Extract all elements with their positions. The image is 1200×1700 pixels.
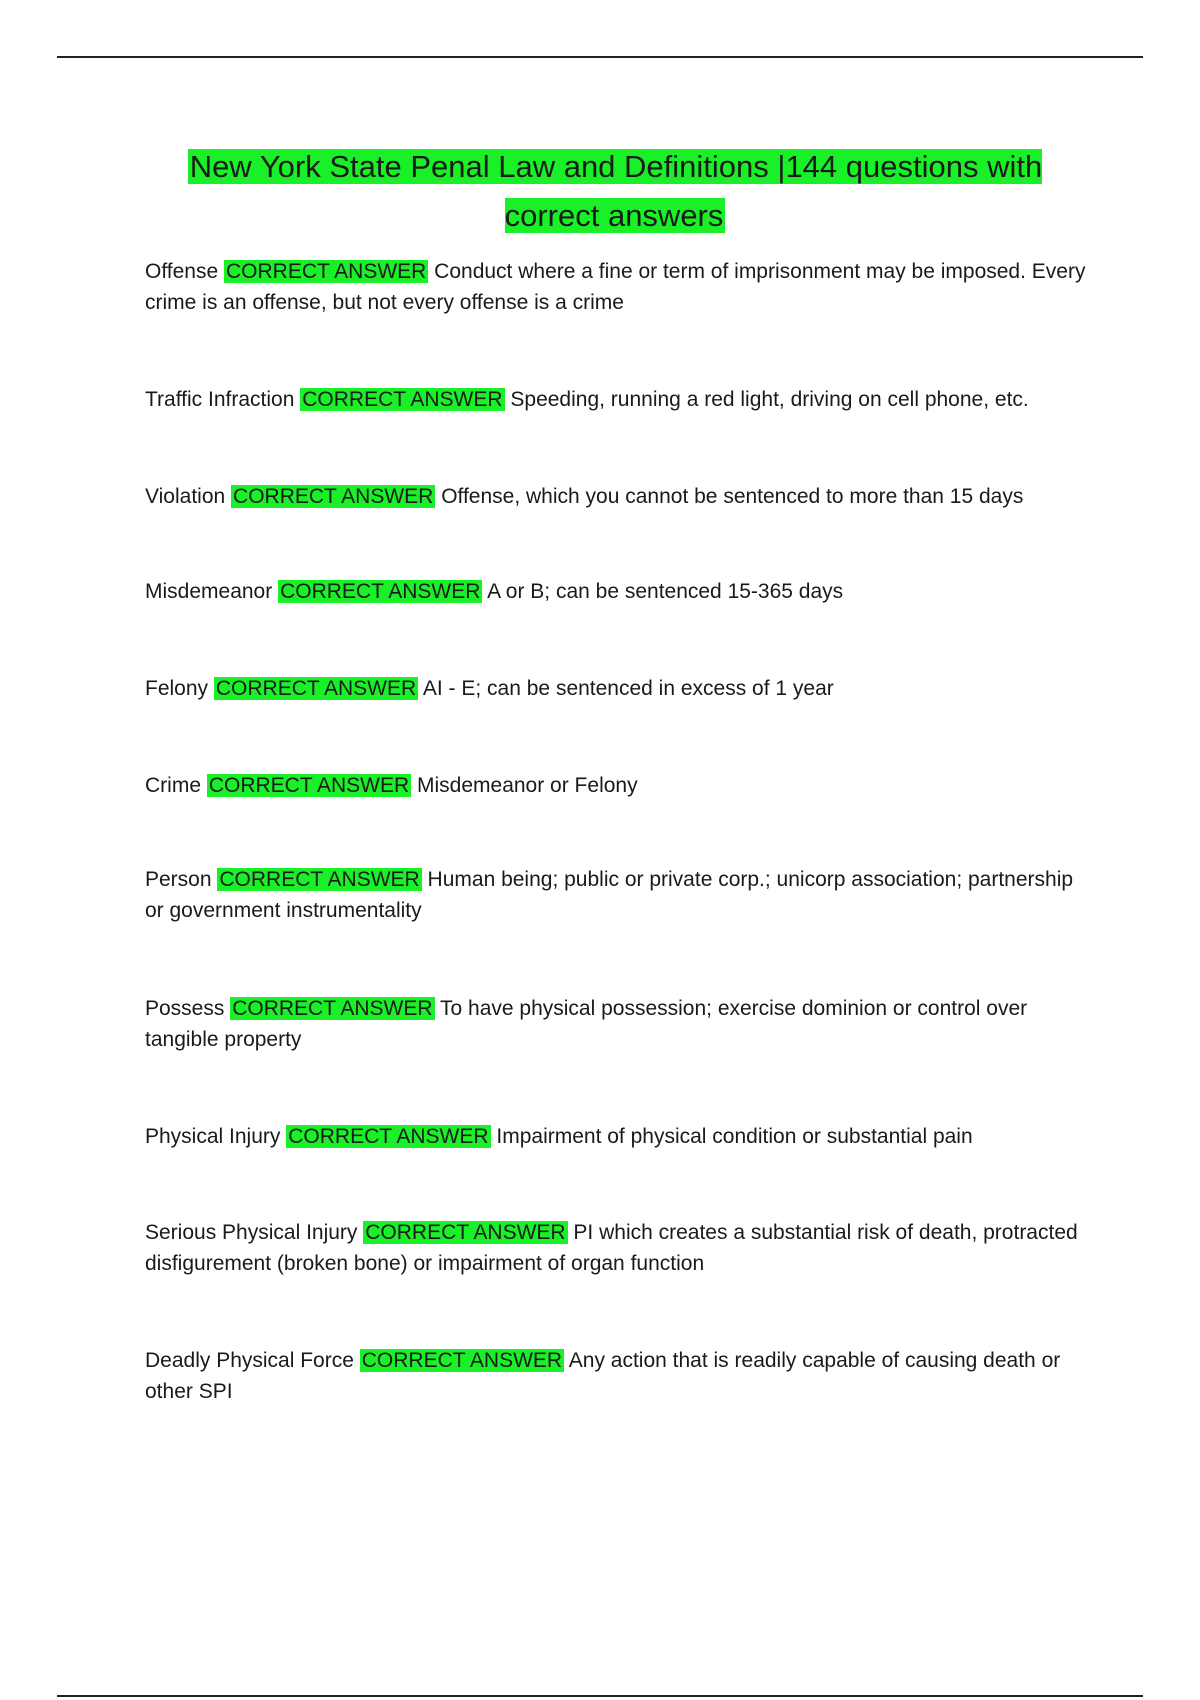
- entry-felony: [145, 673, 1095, 704]
- footer-rule: [57, 1695, 1143, 1697]
- entry-deadly-physical-force: [145, 1345, 1095, 1407]
- entry-definition: A or B; can be sentenced 15-365 days: [487, 580, 844, 603]
- correct-answer-label: CORRECT ANSWER: [208, 774, 410, 797]
- correct-answer-label: CORRECT ANSWER: [215, 677, 417, 700]
- entry-physical-injury: [145, 1121, 1095, 1152]
- entry-definition: Speeding, running a red light, driving on cell phone, etc.: [510, 388, 1029, 411]
- entry-term: Physical Injury: [145, 1125, 281, 1148]
- entry-term: Deadly Physical Force: [145, 1349, 354, 1372]
- entry-term: Traffic Infraction: [145, 388, 295, 411]
- correct-answer-label: CORRECT ANSWER: [280, 580, 481, 603]
- title-highlight: New York State Penal Law and Definitions |144 questions with correct answers: [189, 149, 1043, 233]
- entry-definition: Misdemeanor or Felony: [417, 774, 638, 797]
- correct-answer-label: CORRECT ANSWER: [302, 388, 503, 411]
- correct-answer-label: CORRECT ANSWER: [233, 485, 434, 508]
- entry-term: Possess: [145, 997, 225, 1020]
- entry-misdemeanor: [145, 576, 1095, 607]
- entry-term: Violation: [145, 485, 226, 508]
- entry-crime: [145, 770, 1095, 801]
- entry-offense: [145, 256, 1095, 318]
- entry-definition: To have physical possession; exercise dominion or control over tangible property: [145, 997, 1028, 1051]
- entry-traffic-infraction: [145, 384, 1095, 415]
- entry-definition: Conduct where a fine or term of imprisonment may be imposed. Every crime is an offense, but not every offense is a crime: [145, 260, 1086, 314]
- correct-answer-label: CORRECT ANSWER: [361, 1349, 563, 1372]
- entry-possess: [145, 993, 1095, 1055]
- entry-term: Felony: [145, 677, 209, 700]
- entry-term: Misdemeanor: [145, 580, 273, 603]
- entry-person: [145, 864, 1095, 926]
- correct-answer-label: CORRECT ANSWER: [232, 997, 433, 1020]
- entry-serious-physical-injury: [145, 1217, 1095, 1279]
- correct-answer-label: CORRECT ANSWER: [219, 868, 420, 891]
- correct-answer-label: CORRECT ANSWER: [365, 1221, 566, 1244]
- entry-definition: AI - E; can be sentenced in excess of 1 year: [422, 677, 834, 700]
- header-rule: [57, 56, 1143, 58]
- entry-term: Person: [145, 868, 212, 891]
- entry-term: Offense: [145, 260, 219, 283]
- entry-definition: Offense, which you cannot be sentenced to more than 15 days: [441, 485, 1024, 508]
- page-title: [140, 142, 1090, 240]
- entry-definition: Impairment of physical condition or substantial pain: [496, 1125, 973, 1148]
- correct-answer-label: CORRECT ANSWER: [226, 260, 427, 283]
- entry-term: Crime: [145, 774, 201, 797]
- entry-violation: [145, 481, 1095, 512]
- entry-definition: Any action that is readily capable of causing death or other SPI: [145, 1349, 1061, 1403]
- entry-definition: Human being; public or private corp.; unicorp association; partnership or government instrumentality: [145, 868, 1074, 922]
- entry-definition: PI which creates a substantial risk of death, protracted disfigurement (broken bone) or impairment of organ function: [145, 1221, 1078, 1275]
- correct-answer-label: CORRECT ANSWER: [288, 1125, 489, 1148]
- entry-term: Serious Physical Injury: [145, 1221, 358, 1244]
